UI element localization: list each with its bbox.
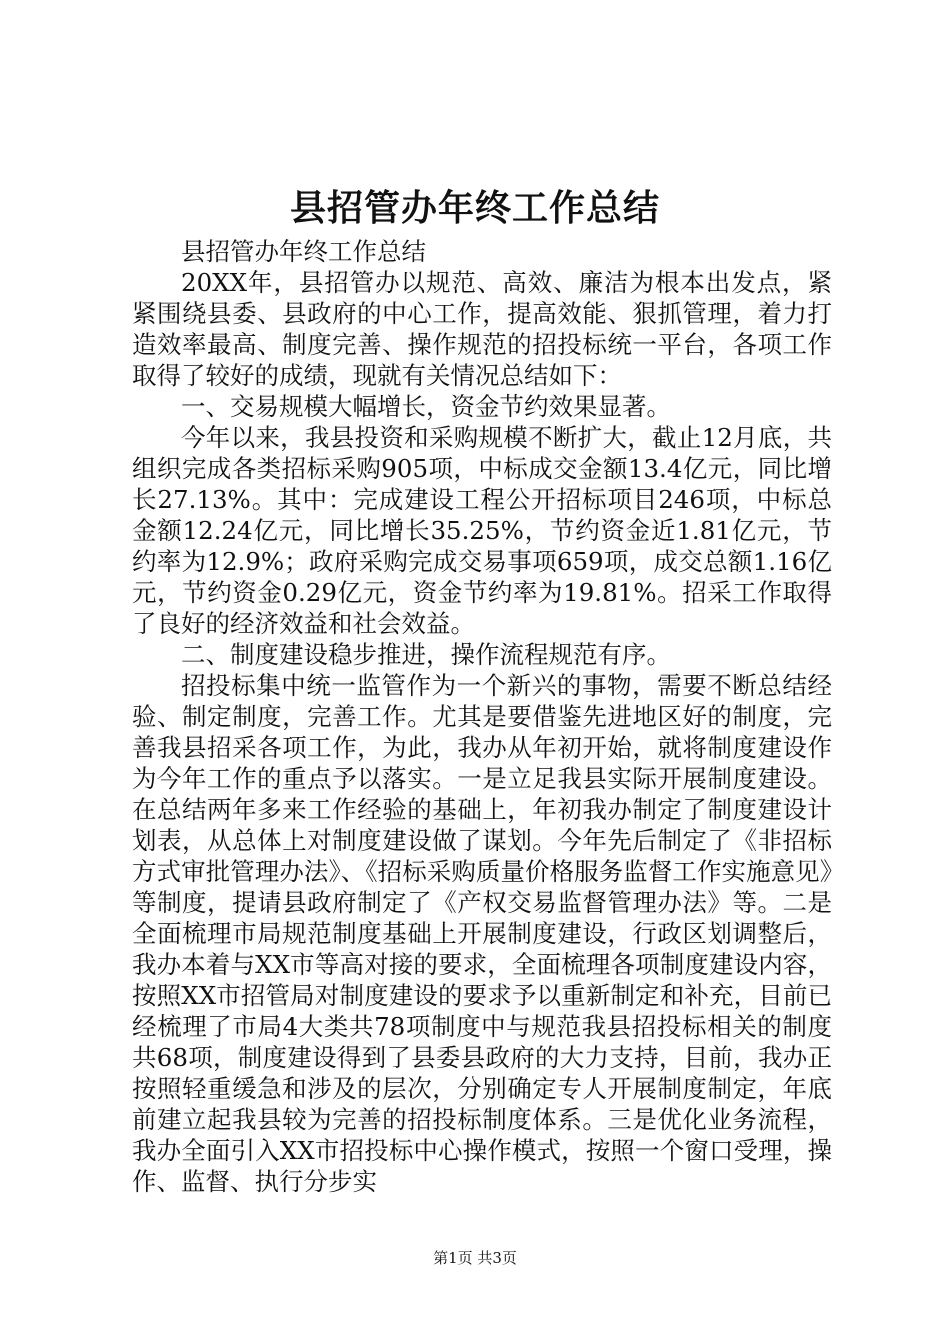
document-body <box>132 236 832 1197</box>
body-paragraph-subtitle: 县招管办年终工作总结 <box>181 237 426 266</box>
section-heading-1: 一、交易规模大幅增长，资金节约效果显著。 <box>181 392 671 421</box>
body-paragraph-trade-scale: 今年以来，我县投资和采购规模不断扩大，截止12月底，共组织完成各类招标采购905项，中标成交金额13.4亿元，同比增长27.13%。其中：完成建设工程公开招标项目246项，中标总金额12.24亿元，同比增长35.25%，节约资金近1.81亿元，节约率为12.9%；政府采购完成交易事项659项，成交总额1.16亿元，节约资金0.29亿元，资金节约率为19.81%。招采工作取得了良好的经济效益和社会效益。 <box>132 423 832 638</box>
body-paragraph-system-building: 招投标集中统一监管作为一个新兴的事物，需要不断总结经验、制定制度，完善工作。尤其是要借鉴先进地区好的制度，完善我县招采各项工作，为此，我办从年初开始，就将制度建设作为今年工作的重点予以落实。一是立足我县实际开展制度建设。在总结两年多来工作经验的基础上，年初我办制定了制度建设计划表，从总体上对制度建设做了谋划。今年先后制定了《非招标方式审批管理办法》、《招标采购质量价格服务监督工作实施意见》等制度，提请县政府制定了《产权交易监督管理办法》等。二是全面梳理市局规范制度基础上开展制度建设，行政区划调整后，我办本着与XX市等高对接的要求，全面梳理各项制度建设内容，按照XX市招管局对制度建设的要求予以重新制定和补充，目前已经梳理了市局4大类共78项制度中与规范我县招投标相关的制度共68项，制度建设得到了县委县政府的大力支持，目前，我办正按照轻重缓急和涉及的层次，分别确定专人开展制度制定，年底前建立起我县较为完善的招投标制度体系。三是优化业务流程，我办全面引入XX市招投标中心操作模式，按照一个窗口受理，操作、监督、执行分步实 <box>132 671 832 1196</box>
page-footer: 第1页 共3页 <box>433 1249 517 1267</box>
document-title: 县招管办年终工作总结 <box>289 187 660 229</box>
body-paragraph-intro: 20XX年，县招管办以规范、高效、廉洁为根本出发点，紧紧围绕县委、县政府的中心工作，提高效能、狠抓管理，着力打造效率最高、制度完善、操作规范的招投标统一平台，各项工作取得了较好的成绩，现就有关情况总结如下： <box>132 268 832 390</box>
section-heading-2: 二、制度建设稳步推进，操作流程规范有序。 <box>181 640 671 669</box>
